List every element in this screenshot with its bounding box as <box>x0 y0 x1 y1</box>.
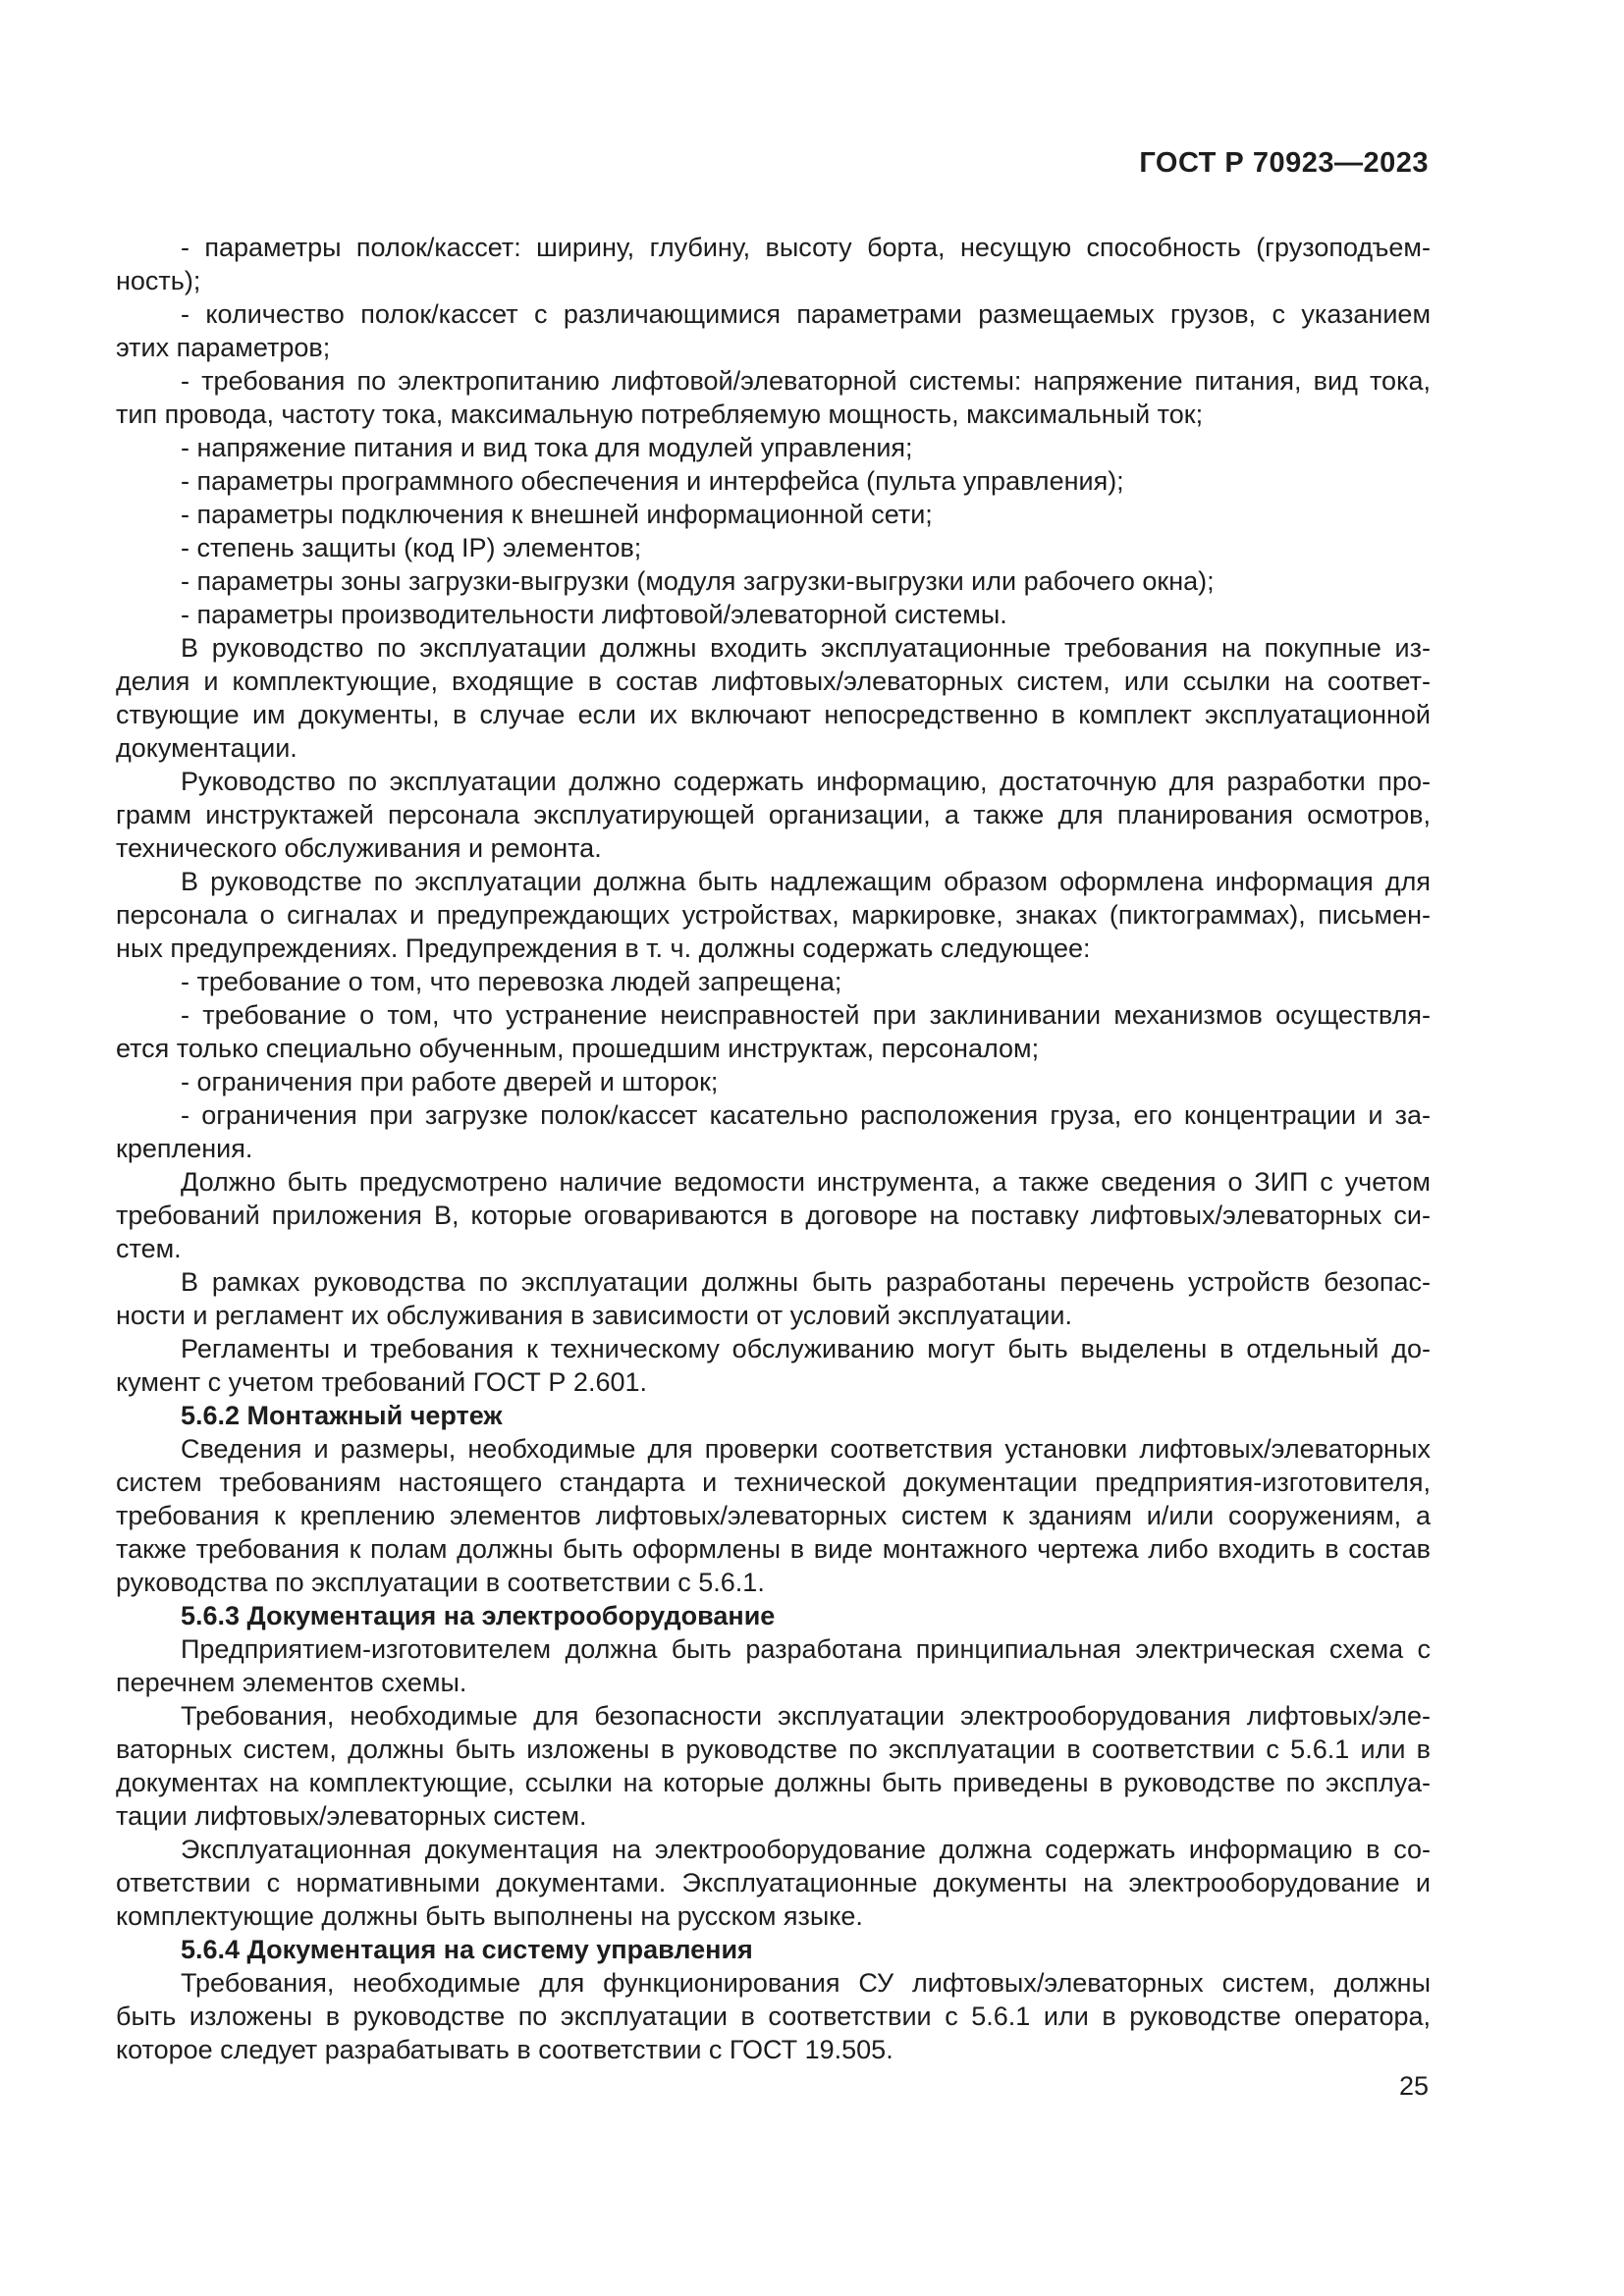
paragraph <box>116 1833 1431 1933</box>
text-line: Должно быть предусмотрено наличие ведомости инструмента, а также сведения о ЗИП с учетом <box>181 1167 1431 1197</box>
text-line: стем. <box>116 1234 182 1263</box>
text-line: Эксплуатационная документация на электрооборудование должна содержать информацию в со- <box>181 1835 1431 1864</box>
text-line: делия и комплектующие, входящие в состав лифтовых/элеваторных систем, или ссылки на соответ- <box>116 667 1431 696</box>
text-line: комплектующие должны быть выполнены на русском языке. <box>116 1901 863 1931</box>
paragraph <box>116 1699 1431 1833</box>
text-line: ствующие им документы, в случае если их включают непосредственно в комплект эксплуатационной <box>116 700 1431 729</box>
paragraph <box>116 1332 1431 1399</box>
text-line: - ограничения при загрузке полок/кассет касательно расположения груза, его концентрации и за- <box>181 1100 1431 1130</box>
text-line: ность); <box>116 266 201 295</box>
text-line: Предприятием-изготовителем должна быть разработана принципиальная электрическая схема с <box>181 1634 1431 1664</box>
text-line: тип провода, частоту тока, максимальную потребляемую мощность, максимальный ток; <box>116 400 1204 429</box>
text-line: - напряжение питания и вид тока для модулей управления; <box>181 433 913 462</box>
page-number: 25 <box>1398 2071 1429 2101</box>
text-line: - степень защиты (код IP) элементов; <box>181 533 642 562</box>
text-line: Требования, необходимые для функционирования СУ лифтовых/элеваторных систем, должны <box>181 1968 1431 1998</box>
text-line: В руководство по эксплуатации должны входить эксплуатационные требования на покупные из- <box>181 633 1431 663</box>
paragraph <box>116 865 1431 965</box>
text-line: Требования, необходимые для безопасности эксплуатации электрооборудования лифтовых/эле- <box>181 1701 1431 1731</box>
text-line: - параметры зоны загрузки-выгрузки (модуля загрузки-выгрузки или рабочего окна); <box>181 566 1215 596</box>
text-line: крепления. <box>116 1134 253 1163</box>
paragraph <box>116 564 1431 598</box>
paragraph <box>116 1432 1431 1599</box>
paragraph <box>116 364 1431 431</box>
text-line: Руководство по эксплуатации должно содержать информацию, достаточную для разработки про- <box>181 767 1431 796</box>
section-heading <box>116 1399 1431 1432</box>
text-line: этих параметров; <box>116 333 331 362</box>
text-line: 5.6.3 Документация на электрооборудование <box>181 1601 776 1630</box>
text-line: документах на комплектующие, ссылки на которые должны быть приведены в руководстве по эксплуа- <box>116 1768 1431 1797</box>
paragraph <box>116 998 1431 1065</box>
paragraph <box>116 431 1431 464</box>
text-line: В рамках руководства по эксплуатации должны быть разработаны перечень устройств безопас- <box>181 1267 1431 1297</box>
paragraph <box>116 1065 1431 1098</box>
paragraph <box>116 231 1431 297</box>
paragraph <box>116 531 1431 564</box>
paragraph <box>116 464 1431 498</box>
paragraph <box>116 297 1431 364</box>
text-line: - количество полок/кассет с различающимися параметрами размещаемых грузов, с указанием <box>181 299 1431 329</box>
paragraph <box>116 498 1431 531</box>
text-line: также требования к полам должны быть оформлены в виде монтажного чертежа либо входить в состав <box>116 1534 1431 1564</box>
text-line: документации. <box>116 733 298 763</box>
paragraph <box>116 1265 1431 1332</box>
text-line: персонала о сигналах и предупреждающих устройствах, маркировке, знаках (пиктограммах), письмен- <box>116 900 1431 930</box>
text-line: ных предупреждениях. Предупреждения в т. ч. должны содержать следующее: <box>116 934 1091 963</box>
text-line: ется только специально обученным, прошедшим инструктаж, персоналом; <box>116 1034 1040 1063</box>
paragraph <box>116 765 1431 865</box>
paragraph <box>116 1632 1431 1699</box>
text-line: систем требованиям настоящего стандарта и технической документации предприятия-изготовителя, <box>116 1468 1431 1497</box>
text-line: 5.6.4 Документация на систему управления <box>181 1935 753 1964</box>
text-line: технического обслуживания и ремонта. <box>116 833 602 863</box>
text-line: кумент с учетом требований ГОСТ Р 2.601. <box>116 1367 647 1397</box>
text-line: грамм инструктажей персонала эксплуатирующей организации, а также для планирования осмотров, <box>116 800 1431 829</box>
paragraph <box>116 598 1431 631</box>
section-heading <box>116 1933 1431 1966</box>
text-line: перечнем элементов схемы. <box>116 1668 467 1697</box>
text-line: которое следует разрабатывать в соответствии с ГОСТ 19.505. <box>116 2035 893 2064</box>
document-header-designation: ГОСТ Р 70923—2023 <box>1139 147 1429 179</box>
text-line: быть изложены в руководстве по эксплуатации в соответствии с 5.6.1 или в руководстве оператора, <box>116 2002 1431 2031</box>
text-line: - требование о том, что устранение неисправностей при заклинивании механизмов осуществля- <box>181 1000 1431 1030</box>
text-line: требования к креплению элементов лифтовых/элеваторных систем к зданиям и/или сооружениям, а <box>116 1501 1431 1530</box>
paragraph <box>116 1165 1431 1265</box>
text-line: требований приложения В, которые оговариваются в договоре на поставку лифтовых/элеваторных си- <box>116 1201 1431 1230</box>
text-line: - ограничения при работе дверей и шторок; <box>181 1067 719 1096</box>
text-line: ности и регламент их обслуживания в зависимости от условий эксплуатации. <box>116 1301 1072 1330</box>
text-line: - параметры программного обеспечения и интерфейса (пульта управления); <box>181 466 1124 496</box>
text-line: Сведения и размеры, необходимые для проверки соответствия установки лифтовых/элеваторных <box>181 1434 1431 1464</box>
text-line: - параметры подключения к внешней информационной сети; <box>181 500 933 529</box>
text-line: 5.6.2 Монтажный чертеж <box>181 1401 503 1430</box>
text-line: - требования по электропитанию лифтовой/элеваторной системы: напряжение питания, вид тока, <box>181 366 1431 396</box>
document-body <box>116 231 1431 2066</box>
text-line: - параметры полок/кассет: ширину, глубину, высоту борта, несущую способность (грузоподъем- <box>181 233 1431 262</box>
paragraph <box>116 631 1431 765</box>
text-line: ответствии с нормативными документами. Эксплуатационные документы на электрооборудование и <box>116 1868 1431 1897</box>
paragraph <box>116 1966 1431 2066</box>
text-line: - требование о том, что перевозка людей запрещена; <box>181 967 842 996</box>
paragraph <box>116 965 1431 998</box>
text-line: руководства по эксплуатации в соответствии с 5.6.1. <box>116 1568 765 1597</box>
text-line: - параметры производительности лифтовой/элеваторной системы. <box>181 600 1007 629</box>
text-line: Регламенты и требования к техническому обслуживанию могут быть выделены в отдельный до- <box>181 1334 1431 1363</box>
text-line: ваторных систем, должны быть изложены в руководстве по эксплуатации в соответствии с 5.6.1 или в <box>116 1735 1431 1764</box>
paragraph <box>116 1098 1431 1165</box>
text-line: тации лифтовых/элеваторных систем. <box>116 1801 587 1831</box>
text-line: В руководстве по эксплуатации должна быть надлежащим образом оформлена информация для <box>181 867 1431 896</box>
section-heading <box>116 1599 1431 1632</box>
